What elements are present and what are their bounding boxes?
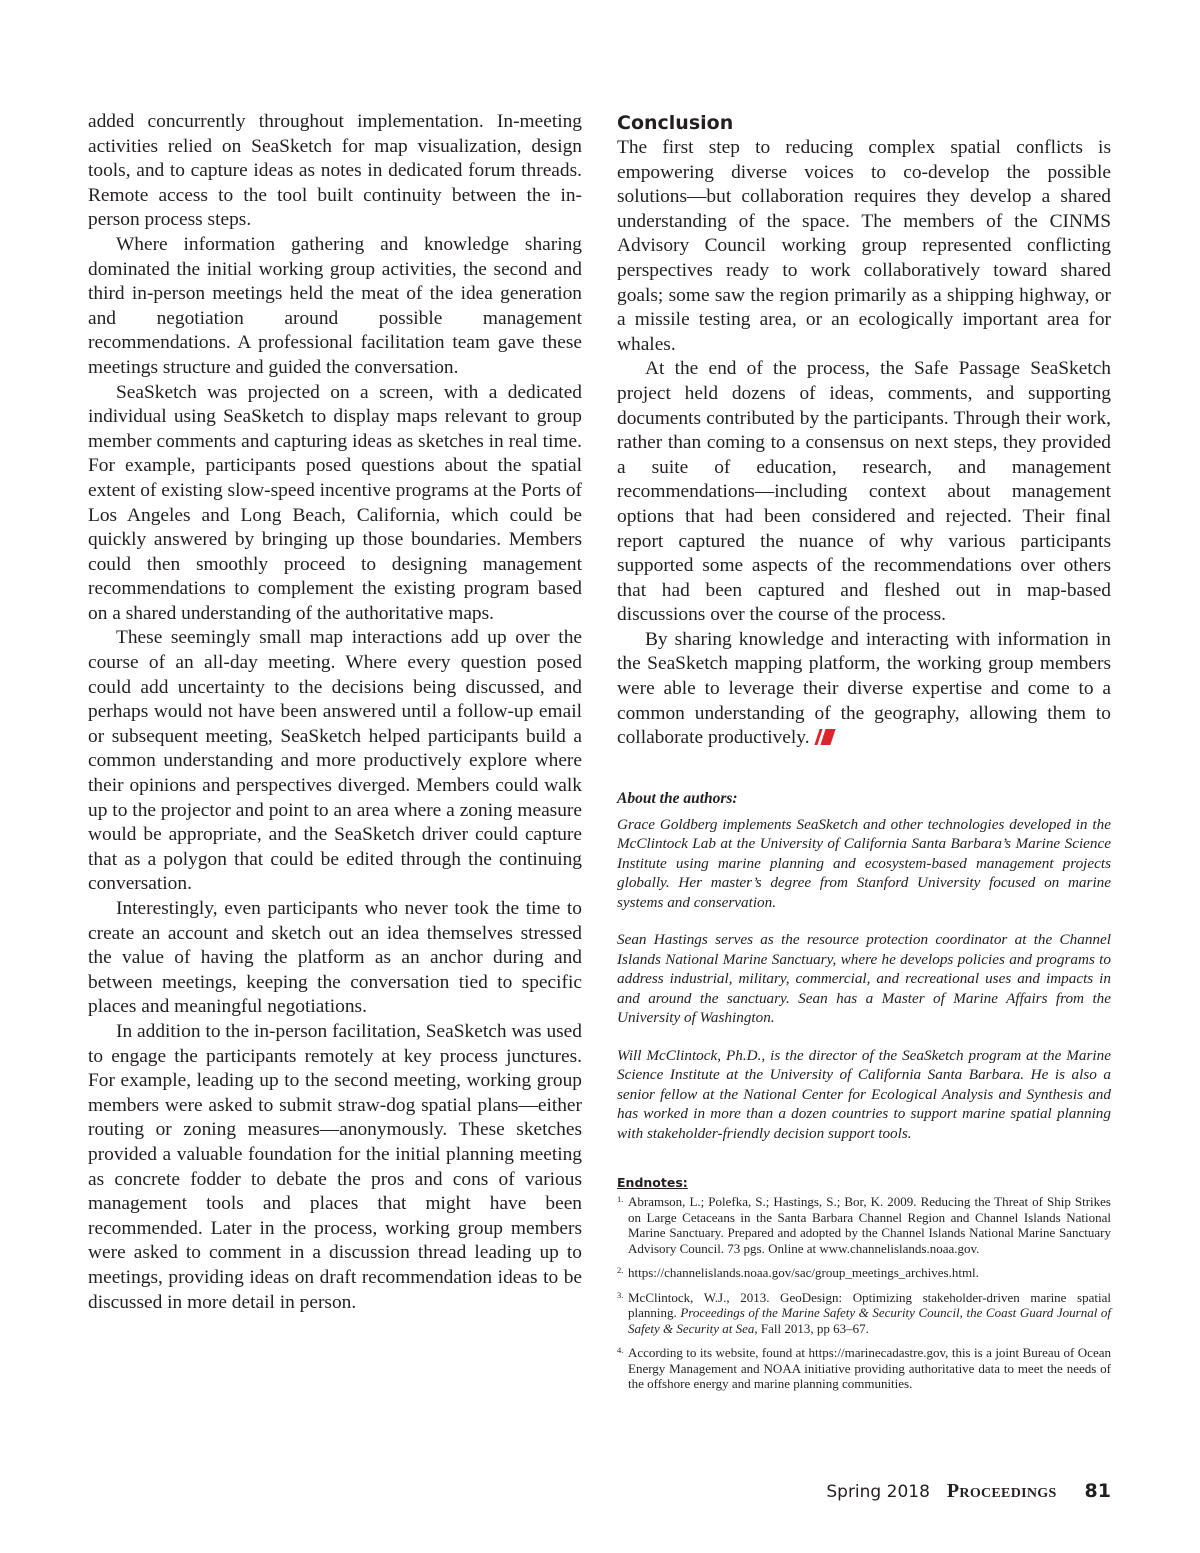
endnote-number: 1. xyxy=(617,1194,624,1205)
endnote-number: 3. xyxy=(617,1289,624,1300)
endnote-text: Abramson, L.; Polefka, S.; Hastings, S.; Bor, K. 2009. Reducing the Threat of Ship Strikes on Large Cetaceans in the Santa Barbara Channel Region and Channel Islands National Marine Sanctuary. Prepared and adopted by the Channel Islands National Marine Sanctuary Advisory Council. 73 pgs. Online at www.channelislands.noaa.gov. xyxy=(628,1194,1111,1256)
left-column xyxy=(88,110,582,1315)
body-paragraph xyxy=(617,628,1111,751)
body-paragraph: SeaSketch was projected on a screen, with a dedicated individual using SeaSketch to display maps relevant to group member comments and capturing ideas as sketches in real time. For example, participants posed questions about the spatial extent of existing slow-speed incentive programs at the Ports of Los Angeles and Long Beach, California, which could be quickly answered by bringing up those boundaries. Members could then smoothly proceed to designing management recommendations to complement the existing program based on a shared understanding of the authoritative maps. xyxy=(88,381,582,624)
endnotes-heading xyxy=(617,1175,1111,1191)
author-bio: Will McClintock, Ph.D., is the director of the SeaSketch program at the Marine Science Institute at the University of California Santa Barbara. He is also a senior fellow at the National Center for Ecological Analysis and Synthesis and has worked in more than a dozen countries to support marine spatial planning with stakeholder-friendly decision support tools. xyxy=(617,1046,1111,1142)
body-paragraph: In addition to the in-person facilitation, SeaSketch was used to engage the participants remotely at key process junctures. For example, leading up to the second meeting, working group members were asked to submit straw-dog spatial plans—either routing or zoning measures—anonymously. These sketches provided a valuable foundation for the initial planning meeting as concrete fodder to debate the pros and cons of various management tools and places that might have been recommended. Later in the process, working group members were asked to comment in a discussion thread leading up to meetings, providing ideas on draft recommendation ideas to be discussed in more detail in person. xyxy=(88,1020,582,1313)
endnote-text: Fall 2013, pp 63–67. xyxy=(757,1320,869,1336)
author-bio: Sean Hastings serves as the resource protection coordinator at the Channel Islands National Marine Sanctuary, where he develops policies and programs to address industrial, military, commercial, and recreational uses and impacts in and around the sanctuary. Sean has a Master of Marine Affairs from the University of Washington. xyxy=(617,931,1111,1027)
right-column xyxy=(617,110,1111,1401)
body-paragraph: At the end of the process, the Safe Passage SeaSketch project held dozens of ideas, comments, and supporting documents contributed by the participants. Through their work, rather than coming to a consensus on next steps, they provided a suite of education, research, and management recommendations—including context about management options that had been considered and rejected. Their final report captured the nuance of why various participants supported some aspects of the recommendations over others that had been captured and fleshed out in map-based discussions over the course of the process. xyxy=(617,358,1111,626)
endnote-item xyxy=(617,1194,1111,1256)
endnote-item xyxy=(617,1290,1111,1337)
endnotes-heading-text: Endnotes xyxy=(617,1175,683,1191)
body-paragraph: The first step to reducing complex spatial conflicts is empowering diverse voices to co-develop the possible solutions—but collaboration requires they develop a shared understanding of the space. The members of the CINMS Advisory Council working group represented conflicting perspectives ready to work collaboratively toward shared goals; some saw the region primarily as a shipping highway, or a missile testing area, or an ecologically important area for whales. xyxy=(617,137,1111,355)
final-paragraph-text: By sharing knowledge and interacting with information in the SeaSketch mapping platform, the working group members were able to leverage their diverse expertise and come to a common understanding of the geography, allowing them to collaborate productively. xyxy=(617,628,1111,749)
body-paragraph: added concurrently throughout implementation. In-meeting activities relied on SeaSketch for map visualization, design tools, and to capture ideas as notes in dedicated forum threads. Remote access to the tool built continuity between the in-person process steps. xyxy=(88,111,582,231)
endnote-number: 2. xyxy=(617,1265,624,1276)
about-authors-heading: About the authors: xyxy=(617,789,738,807)
endnote-text: McClintock, W.J., 2013. GeoDesign: Optimizing stakeholder-driven marine spatial planning. xyxy=(628,1289,1111,1321)
conclusion-heading: Conclusion xyxy=(617,112,734,134)
body-paragraph: These seemingly small map interactions add up over the course of an all-day meeting. Where every question posed could add uncertainty to the decisions being discussed, and perhaps would not have been answered until a follow-up email or subsequent meeting, SeaSketch helped participants build a common understanding and more productively explore where their opinions and perspectives diverged. Members could walk up to the projector and point to an area where a zoning measure would be appropriate, and the SeaSketch driver could capture that as a polygon that could be edited through the continuing conversation. xyxy=(88,627,582,895)
endnote-link[interactable]: https://channelislands.noaa.gov/sac/group_meetings_archives.html. xyxy=(628,1265,979,1281)
author-bio: Grace Goldberg implements SeaSketch and other technologies developed in the McClintock Lab at the University of California Santa Barbara’s Marine Science Institute using marine planning and ecosystem-based management projects globally. Her master’s degree from Stanford University focused on marine systems and conservation. xyxy=(617,815,1111,911)
about-authors-section xyxy=(617,789,1111,1144)
page-footer xyxy=(826,1480,1111,1510)
endnote-number: 4. xyxy=(617,1345,624,1356)
page-number: 81 xyxy=(1084,1480,1111,1502)
body-paragraph: Where information gathering and knowledge sharing dominated the initial working group activities, the second and third in-person meetings held the meat of the idea generation and negotiation around possible management recommendations. A professional facilitation team gave these meetings structure and guided the conversation. xyxy=(88,233,582,378)
publication-name: Proceedings xyxy=(946,1480,1057,1502)
article-end-mark-icon xyxy=(816,729,834,745)
endnote-item xyxy=(617,1345,1111,1392)
endnotes-heading-colon: : xyxy=(682,1175,688,1191)
endnote-item xyxy=(617,1265,1111,1281)
endnotes-section xyxy=(617,1175,1111,1392)
issue-season: Spring 2018 xyxy=(826,1482,930,1502)
endnote-journal-title: Proceedings of the Marine Safety & Security Council, the Coast Guard Journal of Safety & Security at Sea, xyxy=(628,1305,1111,1336)
body-paragraph: Interestingly, even participants who never took the time to create an account and sketch out an idea themselves stressed the value of having the platform as an anchor during and between meetings, keeping the conversation tied to specific places and meaningful negotiations. xyxy=(88,898,582,1018)
endnote-text: According to its website, found at https://marinecadastre.gov, this is a joint Bureau of Ocean Energy Management and NOAA initiative providing authoritative data to meet the needs of the offshore energy and marine planning communities. xyxy=(628,1345,1111,1392)
